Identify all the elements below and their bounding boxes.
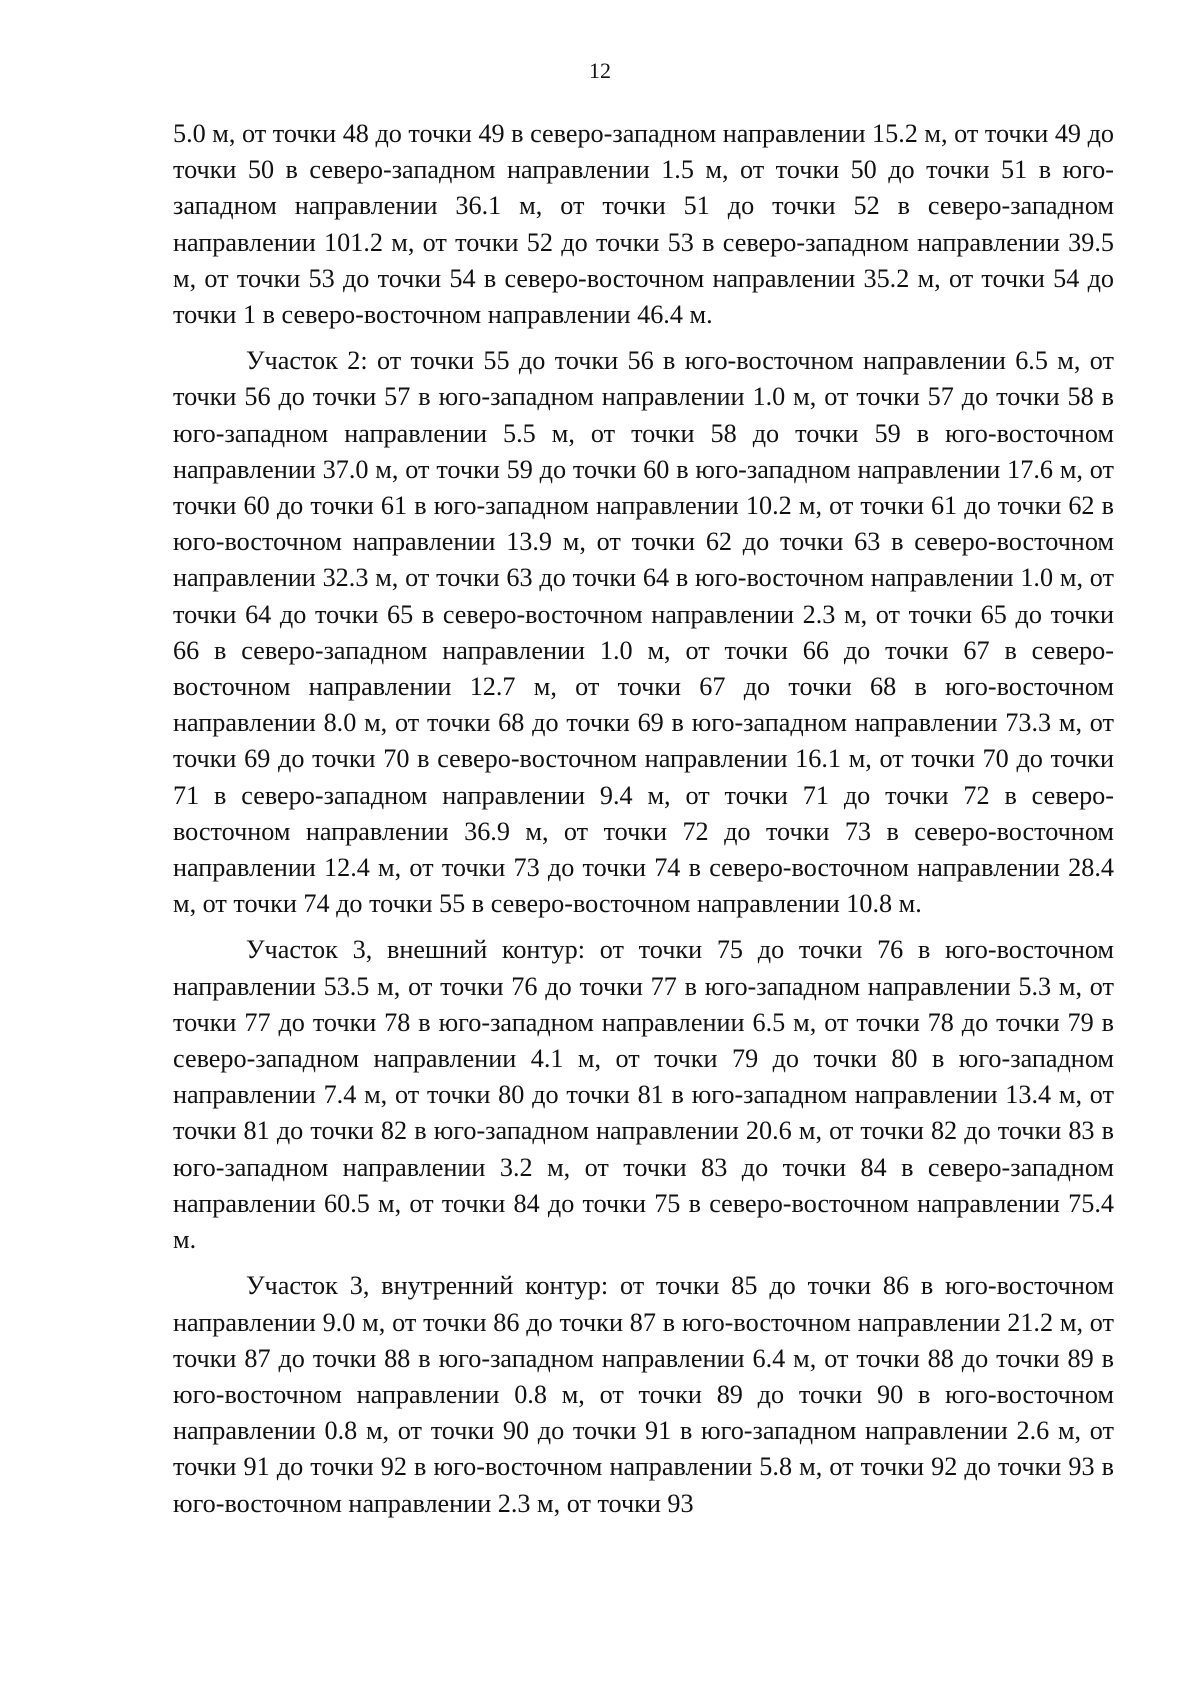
paragraph-continuation: 5.0 м, от точки 48 до точки 49 в северо-западном направлении 15.2 м, от точки 49 до точки 50 в северо-западном направлении 1.5 м, от точки 50 до точки 51 в юго-западном направлении 36.1 м, от точки 51 до точки 52 в северо-западном направлении 101.2 м, от точки 52 до точки 53 в северо-западном направлении 39.5 м, от точки 53 до точки 54 в северо-восточном направлении 35.2 м, от точки 54 до точки 1 в северо-восточном направлении 46.4 м. bbox=[173, 119, 1114, 330]
page-number: 12 bbox=[589, 58, 611, 83]
paragraph-plot-3-outer: Участок 3, внешний контур: от точки 75 до точки 76 в юго-восточном направлении 53.5 м, от точки 76 до точки 77 в юго-западном направлении 5.3 м, от точки 77 до точки 78 в юго-западном направлении 6.5 м, от точки 78 до точки 79 в северо-западном направлении 4.1 м, от точки 79 до точки 80 в юго-западном направлении 7.4 м, от точки 80 до точки 81 в юго-западном направлении 13.4 м, от точки 81 до точки 82 в юго-западном направлении 20.6 м, от точки 82 до точки 83 в юго-западном направлении 3.2 м, от точки 83 до точки 84 в северо-западном направлении 60.5 м, от точки 84 до точки 75 в северо-восточном направлении 75.4 м. bbox=[173, 935, 1114, 1255]
document-body bbox=[173, 116, 1114, 1522]
paragraph-plot-2: Участок 2: от точки 55 до точки 56 в юго-восточном направлении 6.5 м, от точки 56 до точки 57 в юго-западном направлении 1.0 м, от точки 57 до точки 58 в юго-западном направлении 5.5 м, от точки 58 до точки 59 в юго-восточном направлении 37.0 м, от точки 59 до точки 60 в юго-западном направлении 17.6 м, от точки 60 до точки 61 в юго-западном направлении 10.2 м, от точки 61 до точки 62 в юго-восточном направлении 13.9 м, от точки 62 до точки 63 в северо-восточном направлении 32.3 м, от точки 63 до точки 64 в юго-восточном направлении 1.0 м, от точки 64 до точки 65 в северо-восточном направлении 2.3 м, от точки 65 до точки 66 в северо-западном направлении 1.0 м, от точки 66 до точки 67 в северо-восточном направлении 12.7 м, от точки 67 до точки 68 в юго-восточном направлении 8.0 м, от точки 68 до точки 69 в юго-западном направлении 73.3 м, от точки 69 до точки 70 в северо-восточном направлении 16.1 м, от точки 70 до точки 71 в северо-западном направлении 9.4 м, от точки 71 до точки 72 в северо-восточном направлении 36.9 м, от точки 72 до точки 73 в северо-восточном направлении 12.4 м, от точки 73 до точки 74 в северо-восточном направлении 28.4 м, от точки 74 до точки 55 в северо-восточном направлении 10.8 м. bbox=[173, 346, 1114, 919]
paragraph-plot-3-inner: Участок 3, внутренний контур: от точки 85 до точки 86 в юго-восточном направлении 9.0 м, от точки 86 до точки 87 в юго-восточном направлении 21.2 м, от точки 87 до точки 88 в юго-западном направлении 6.4 м, от точки 88 до точки 89 в юго-восточном направлении 0.8 м, от точки 89 до точки 90 в юго-восточном направлении 0.8 м, от точки 90 до точки 91 в юго-западном направлении 2.6 м, от точки 91 до точки 92 в юго-восточном направлении 5.8 м, от точки 92 до точки 93 в юго-восточном направлении 2.3 м, от точки 93 bbox=[173, 1271, 1114, 1518]
